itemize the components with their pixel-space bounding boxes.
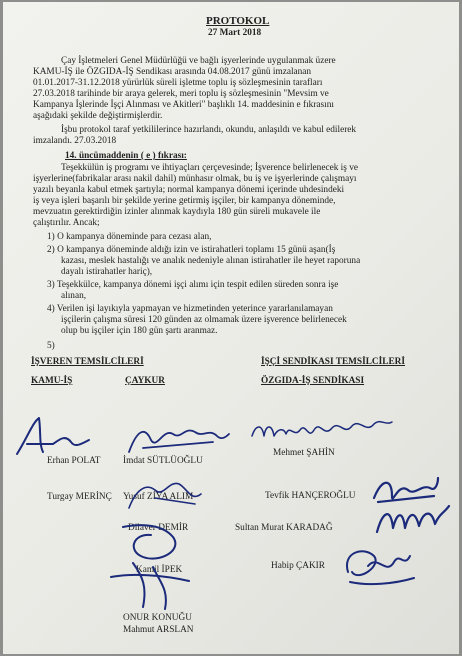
signatory-name: İmdat SÜTLÜOĞLU [123, 456, 203, 466]
intro-line: Çay İşletmeleri Genel Müdürlüğü ve bağlı işyerlerinde uygulanmak üzere [61, 56, 336, 66]
article-item: 4) Verilen işi layıkıyla yapmayan ve hizmetinden yeterince yararlanılamayan [47, 304, 333, 314]
signatory-name: Sultan Murat KARADAĞ [235, 523, 333, 533]
article-item: 2) O kampanya döneminde aldığı izin ve istirahatleri toplamı 15 günü aşan(İş [47, 245, 336, 255]
article-item-cont: alınan, [61, 291, 87, 301]
article-line: iş veya işleri başarılı bir şekilde yerine getirmiş işçiler, bir kampanya döneminde, [33, 196, 336, 206]
article-line: işyerlerine(fabrikalar arası nakil dahil) münhasır olmak, bu iş ve işyerlerinde çalışmayı [33, 174, 357, 184]
signatory-name: Habip ÇAKIR [271, 561, 325, 571]
article-line: mevzuatın gerektirdiğin izinler alınmak kaydıyla 180 gün süreli mukavele ile [33, 207, 321, 217]
employer-heading: İŞVEREN TEMSİLCİLERİ [31, 357, 144, 367]
signatory-name: Mahmut ARSLAN [123, 625, 194, 635]
signatory-name: Yusuf ZİYA ALIM [123, 492, 194, 502]
signatory-name: Mehmet ŞAHİN [273, 448, 335, 458]
article-item: 5) [47, 341, 55, 351]
intro-line: KAMU-İŞ ile ÖZGIDA-İŞ Sendikası arasında 04.08.2017 günü imzalanan [33, 67, 312, 77]
intro-line: 01.01.2017-31.12.2018 yürürlük süreli işletme toplu iş sözleşmesinin tarafları [33, 78, 323, 88]
approval-line: İşbu protokol taraf yetkililerince hazırlandı, okundu, anlaşıldı ve kabul edilerek [61, 125, 357, 135]
article-line: yazılı beyanla kabul etmek şartıyla; normal kampanya dönemi içerinde uhdesindeki [33, 185, 345, 195]
article-item-cont: kazası, meslek hastalığı ve analık nedeniyle alınan istirahatler ile heyet raporuna [61, 256, 361, 266]
signatory-name: Kamil İPEK [136, 565, 183, 575]
intro-line: aşağıdaki şekilde değiştirmişlerdir. [33, 111, 163, 121]
signature-imdat-sutluoglu [123, 420, 233, 460]
employer-org-kamuis: KAMU-İŞ [31, 376, 73, 386]
signature-kamil-ipek [103, 517, 198, 617]
signatory-name: Dilaver DEMİR [128, 523, 189, 533]
signatory-name: Tevfik HANÇEROĞLU [265, 491, 356, 501]
article-item-cont: dayalı istirahatler hariç), [61, 267, 153, 277]
signatory-name: ONUR KONUĞU [123, 613, 192, 623]
article-line: Teşekkülün iş programı ve ihtiyaçları çerçevesinde; İşverence belirlenecek iş ve [61, 163, 358, 173]
signature-erhan-polat [13, 414, 93, 462]
union-heading: İŞÇİ SENDİKASI TEMSİLCİLERİ [261, 357, 405, 367]
document-title: PROTOKOL [206, 15, 270, 27]
signature-habip-cakir [338, 542, 418, 592]
intro-line: Kampanya İşlerinde İşçi Alınması ve Akitleri" başlıklı 14. maddesinin e fıkrasını [33, 100, 334, 110]
article-item: 3) Teşekkülce, kampanya dönemi işçi alımı için tespit edilen süreden sonra işe [47, 280, 339, 290]
intro-line: 27.03.2018 tarihinde bir araya gelerek, meri toplu iş sözleşmesinin "Mevsim ve [33, 89, 329, 99]
approval-line: imzalandı. 27.03.2018 [33, 136, 117, 146]
union-org-ozgidais: ÖZGIDA-İŞ SENDİKASI [261, 376, 365, 386]
employer-org-caykur: ÇAYKUR [125, 376, 165, 386]
article-item: 1) O kampanya döneminde para cezası alan, [47, 232, 212, 242]
document-date: 27 Mart 2018 [208, 28, 262, 38]
article-item-cont: işçilerin çalışma süresi 120 günden az olmamak üzere işverence belirlenecek [61, 315, 347, 325]
signature-mehmet-sahin [248, 412, 398, 448]
signatory-name: Erhan POLAT [47, 456, 101, 466]
signature-sultan-murat-karadag [373, 502, 453, 542]
signature-yusuf-ziya-alim [125, 474, 210, 518]
article-line: çalıştırılır. Ancak; [33, 218, 100, 228]
article-item-cont: olup bu işçiler için 180 gün şartı aranmaz. [61, 326, 218, 336]
protocol-document [3, 2, 459, 654]
signatory-name: Turgay MERİNÇ [47, 492, 112, 502]
article-heading: 14. üncümaddenin ( e ) fıkrası: [65, 151, 187, 161]
